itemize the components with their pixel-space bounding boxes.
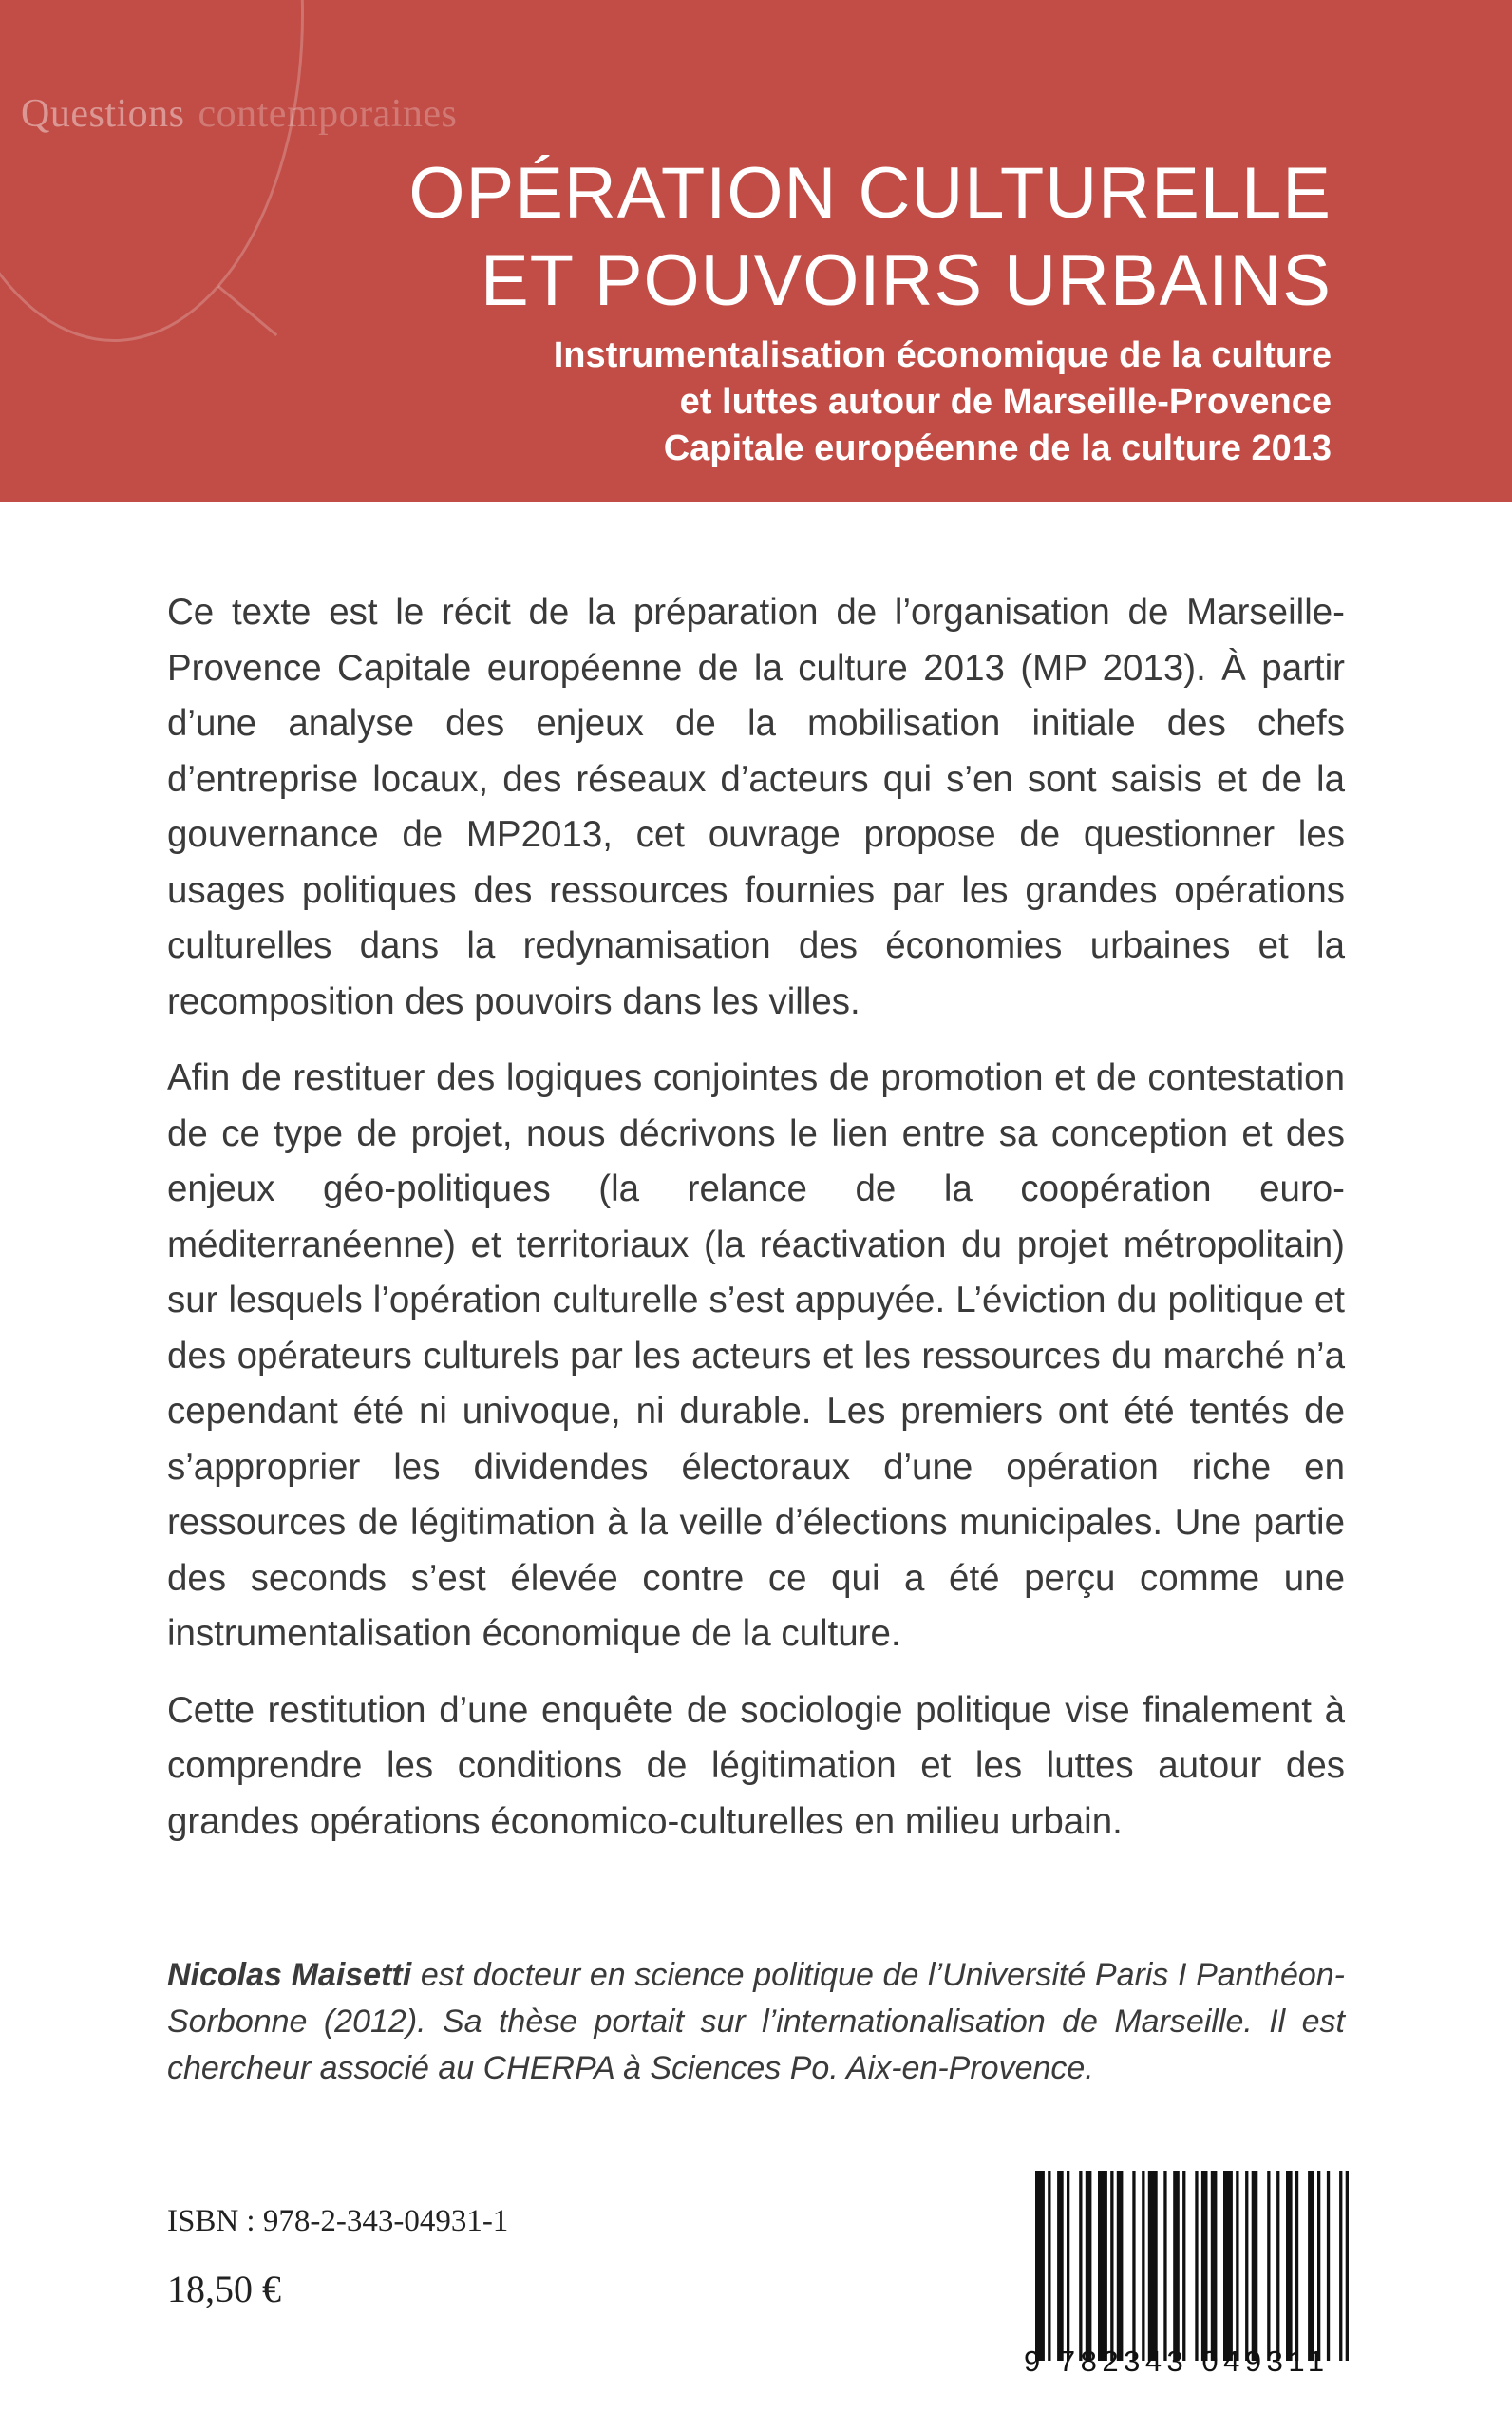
- barcode-bar: [1245, 2171, 1248, 2361]
- back-cover-summary: [167, 585, 1345, 1871]
- barcode-bar: [1163, 2171, 1166, 2361]
- barcode-bar: [1048, 2171, 1050, 2361]
- barcode-bar: [1182, 2171, 1185, 2361]
- book-title-line-2: ET POUVOIRS URBAINS: [480, 240, 1332, 321]
- barcode-bar: [1142, 2171, 1144, 2361]
- barcode-bar: [1110, 2171, 1113, 2361]
- summary-paragraph: Ce texte est le récit de la préparation de l’organisation de Marseille-Provence Capitale européenne de la culture 2013 (MP 2013). À partir d’une analyse des enjeux de la mobilisation initiale des chefs d’entreprise locaux, des réseaux d’acteurs qui s’en sont saisis et de la gouvernance de MP2013, cet ouvrage propose de questionner les usages politiques des ressources fournies par les grandes opérations culturelles dans la redynamisation des économies urbaines et la recomposition des pouvoirs dans les villes.: [167, 592, 1345, 1022]
- collection-name-word1: Questions: [21, 92, 185, 136]
- isbn-barcode-icon: [1035, 2171, 1349, 2361]
- book-subtitle-line-3: Capitale européenne de la culture 2013: [663, 428, 1332, 468]
- collection-name: [21, 91, 457, 137]
- barcode-bar: [1317, 2171, 1320, 2361]
- book-title: [249, 150, 1332, 325]
- barcode-bar: [1067, 2171, 1069, 2361]
- book-subtitle: [249, 332, 1332, 472]
- barcode-bar: [1148, 2171, 1158, 2361]
- barcode-bar: [1223, 2171, 1233, 2361]
- barcode-bar: [1035, 2171, 1045, 2361]
- author-name: Nicolas Maisetti: [167, 1957, 412, 1993]
- barcode-bar: [1286, 2171, 1293, 2361]
- barcode-bar: [1327, 2171, 1330, 2361]
- barcode-bar: [1132, 2171, 1135, 2361]
- barcode-bar: [1295, 2171, 1298, 2361]
- book-subtitle-line-2: et luttes autour de Marseille-Provence: [679, 382, 1332, 422]
- barcode-bar: [1098, 2171, 1107, 2361]
- price-label: 18,50 €: [167, 2268, 281, 2310]
- book-subtitle-line-1: Instrumentalisation économique de la culture: [553, 335, 1332, 375]
- barcode-bar: [1236, 2171, 1238, 2361]
- barcode-bar: [1086, 2171, 1092, 2361]
- summary-paragraph: Afin de restituer des logiques conjointes de promotion et de contestation de ce type de projet, nous décrivons le lien entre sa conception et des enjeux géo-politiques (la relance de la coopération euro-méditerranéenne) et territoriaux (la réactivation du projet métropolitain) sur lesquels l’opération culturelle s’est appuyée. L’éviction du politique et des opérateurs culturels par les acteurs et les ressources du marché n’a cependant été ni univoque, ni durable. Les premiers ont été tentés de s’approprier les dividendes électoraux d’une opération riche en ressources de légitimation à la veille d’élections municipales. Une partie des seconds s’est élevée contre ce qui a été perçu comme une instrumentalisation économique de la culture.: [167, 1057, 1345, 1654]
- barcode-bar: [1276, 2171, 1279, 2361]
- collection-name-word2: contemporaines: [198, 92, 458, 136]
- barcode-bar: [1346, 2171, 1349, 2361]
- barcode-bar: [1201, 2171, 1208, 2361]
- barcode-bar: [1117, 2171, 1124, 2361]
- barcode-bar: [1339, 2171, 1342, 2361]
- author-bio-text: est docteur en science politique de l’Université Paris I Panthéon-Sorbonne (2012). Sa thèse portait sur l’internationalisation de Marseille. Il est chercheur associé au CHERPA à Sciences Po. Aix-en-Provence.: [167, 1957, 1345, 2086]
- barcode-bar: [1267, 2171, 1270, 2361]
- book-title-line-1: OPÉRATION CULTURELLE: [408, 153, 1332, 234]
- barcode-bar: [1173, 2171, 1180, 2361]
- barcode-bar: [1211, 2171, 1218, 2361]
- barcode-digits: 9 782343 049311: [1024, 2345, 1330, 2378]
- barcode-bar: [1079, 2171, 1082, 2361]
- barcode-bar: [1252, 2171, 1258, 2361]
- barcode-bar: [1195, 2171, 1198, 2361]
- cover-header-band: [0, 0, 1512, 502]
- isbn-label: ISBN : 978-2-343-04931-1: [167, 2204, 509, 2238]
- barcode-bar: [1057, 2171, 1064, 2361]
- barcode-bar: [1308, 2171, 1314, 2361]
- summary-paragraph: Cette restitution d’une enquête de sociologie politique vise finalement à comprendre les conditions de légitimation et les luttes autour des grandes opérations économico-culturelles en milieu urbain.: [167, 1689, 1345, 1842]
- author-bio: [167, 1952, 1345, 2092]
